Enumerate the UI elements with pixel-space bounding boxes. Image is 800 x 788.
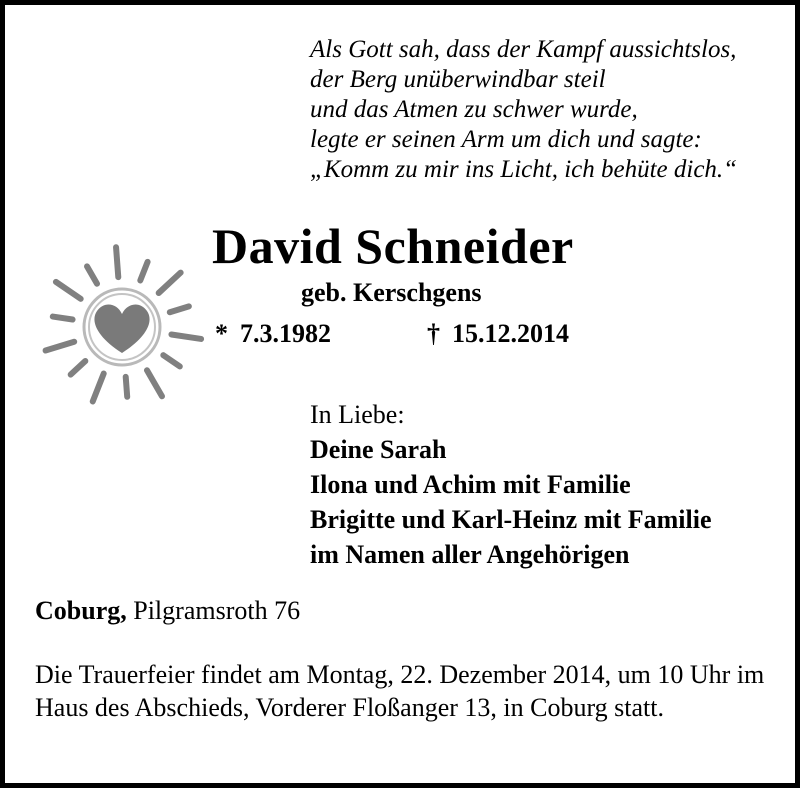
birth-date: 7.3.1982 — [240, 319, 331, 348]
address — [35, 595, 300, 627]
birth-star-icon: * — [215, 319, 228, 348]
sun-ray — [126, 377, 127, 397]
heart-sun-icon — [35, 241, 210, 416]
sun-ray — [159, 273, 181, 293]
mourners — [310, 397, 712, 572]
sun-ray — [46, 342, 75, 351]
sun-ray — [87, 266, 97, 283]
death-date-line — [427, 317, 569, 351]
sun-ray — [163, 355, 180, 366]
mourner-name: Brigitte und Karl-Heinz mit Familie — [310, 505, 712, 534]
birth-name: geb. Kerschgens — [301, 278, 482, 307]
mourner-name: Deine Sarah — [310, 435, 447, 464]
poem-line: und das Atmen zu schwer wurde, — [310, 96, 638, 123]
poem-line: der Berg unüberwindbar steil — [310, 66, 606, 93]
address-street: Pilgramsroth 76 — [133, 596, 301, 625]
sun-ray — [170, 306, 189, 312]
mourners-intro: In Liebe: — [310, 400, 405, 429]
sun-ray — [147, 370, 162, 396]
sun-ray — [93, 374, 104, 402]
sun-ray — [116, 247, 118, 277]
poem-line: „Komm zu mir ins Licht, ich behüte dich.“ — [310, 156, 738, 183]
poem-line: legte er seinen Arm um dich und sagte: — [310, 126, 702, 153]
sun-ray — [53, 317, 73, 320]
address-city: Coburg, — [35, 596, 127, 625]
birth-date-line — [215, 317, 331, 351]
sun-ray — [71, 361, 86, 375]
poem-line: Als Gott sah, dass der Kampf aussichtslos, — [310, 36, 737, 63]
death-cross-icon: † — [427, 319, 440, 348]
mourner-name: im Namen aller Angehörigen — [310, 540, 630, 569]
deceased-name: David Schneider — [212, 218, 574, 274]
ceremony-info: Die Trauerfeier findet am Montag, 22. Dezember 2014, um 10 Uhr im Haus des Abschieds, Vorderer Floßanger 13, in Coburg statt. — [35, 660, 765, 722]
poem — [310, 35, 737, 185]
death-date: 15.12.2014 — [452, 319, 569, 348]
mourner-name: Ilona und Achim mit Familie — [310, 470, 631, 499]
sun-ray — [171, 334, 201, 338]
sun-ray — [56, 282, 81, 299]
sun-ray — [140, 262, 147, 281]
